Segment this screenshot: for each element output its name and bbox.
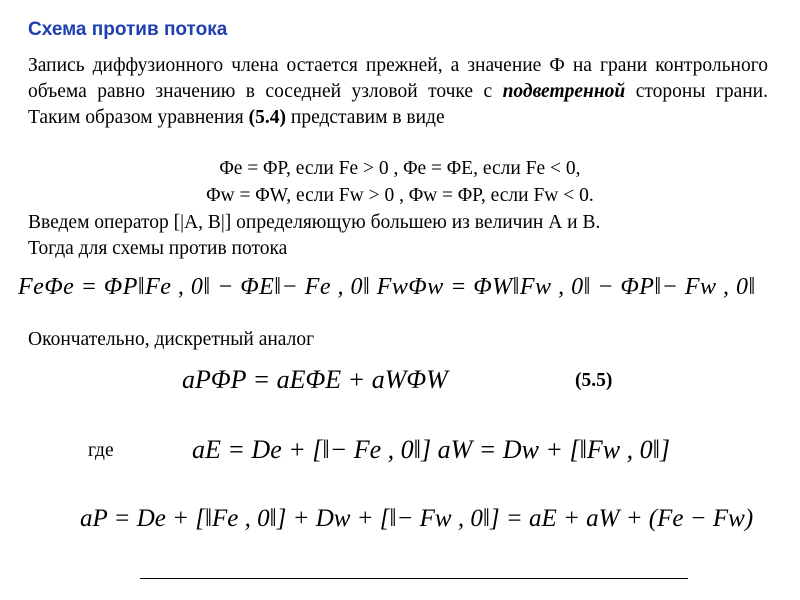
paragraph-part-2: стороны грани. Таким образом уравнения <box>28 81 768 128</box>
where-label: где <box>88 440 114 461</box>
paragraph-emphasis: подветренной <box>502 81 626 102</box>
bottom-divider <box>140 578 688 579</box>
coefficient-aP-formula: aP = De + [‖Fe , 0‖] + Dw + [‖− Fw , 0‖] = aE + aW + (Fe − Fw) <box>80 505 754 532</box>
discrete-analog-formula: aPΦP = aEΦE + aWΦW <box>182 365 448 394</box>
equation-reference: (5.4) <box>248 107 287 128</box>
operator-definition: Введем оператор [|A, B|] определяющую большею из величин А и В. <box>28 212 601 233</box>
discrete-analog-intro: Окончательно, дискретный аналог <box>28 329 315 350</box>
intro-paragraph <box>28 53 768 131</box>
conditions-line-2: Φw = ΦW, если Fw > 0 , Φw = ΦP, если Fw < 0. <box>206 185 594 206</box>
paragraph-part-1: Запись диффузионного члена остается прежней, а значение Ф на грани контрольного объема равно значению в соседней узловой точке с <box>28 55 768 102</box>
paragraph-part-3: представим в виде <box>286 107 445 128</box>
coefficient-aE-aW-formula: aE = De + [‖− Fe , 0‖] aW = Dw + [‖Fw , 0‖] <box>192 435 671 464</box>
equation-number: (5.5) <box>575 370 613 391</box>
flux-formula: FeΦe = ΦP‖Fe , 0‖ − ΦE‖− Fe , 0‖ FwΦw = ΦW‖Fw , 0‖ − ΦP‖− Fw , 0‖ <box>18 274 756 300</box>
slide-title: Схема против потока <box>28 19 228 40</box>
conditions-line-1: Φe = ΦP, если Fe > 0 , Φe = ΦE, если Fe < 0, <box>219 158 581 179</box>
upwind-intro: Тогда для схемы против потока <box>28 238 288 259</box>
